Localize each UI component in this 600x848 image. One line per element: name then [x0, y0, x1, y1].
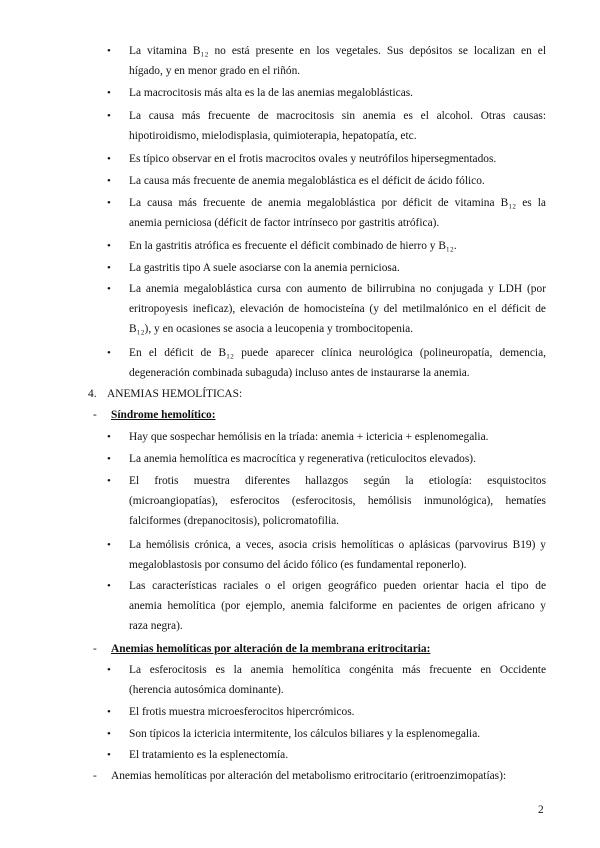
- section-title: ANEMIAS HEMOLÍTICAS:: [107, 388, 243, 400]
- text-line: eritropoyesis ineficaz), elevación de homocisteína (y del metilmalónico en el déficit de: [129, 303, 546, 316]
- text-line: (herencia autosómica dominante).: [129, 684, 284, 697]
- bullet-marker: •: [107, 45, 111, 57]
- text-line: Hay que sospechar hemólisis en la tríada: anemia + ictericia + esplenomegalia.: [129, 431, 489, 443]
- text-line: (microangiopatías), esferocitos (esferocitosis, hemólisis inmunológica), hematíes: [129, 495, 546, 508]
- text-line: Las características raciales o el origen geográfico pueden orientar hacia el tipo de: [129, 580, 546, 592]
- dash-marker: -: [93, 770, 97, 782]
- bullet-marker: •: [107, 431, 111, 443]
- text-line: En la gastritis atrófica es frecuente el déficit combinado de hierro y B₁₂.: [129, 240, 457, 252]
- section-number: 4.: [88, 388, 97, 400]
- bullet-marker: •: [107, 539, 111, 551]
- bullet-marker: •: [107, 240, 111, 252]
- bullet-marker: •: [107, 580, 111, 592]
- text-line: La causa más frecuente de anemia megaloblástica es el déficit de ácido fólico.: [129, 175, 485, 187]
- text-line: La macrocitosis más alta es la de las anemias megaloblásticas.: [129, 87, 414, 99]
- text-line: La hemólisis crónica, a veces, asocia crisis hemolíticas o aplásicas (parvovirus B19) y: [129, 539, 546, 551]
- text-line: hígado, y en menor grado en el riñón.: [129, 65, 301, 78]
- dash-marker: -: [93, 409, 97, 421]
- bullet-marker: •: [107, 347, 111, 359]
- text-line: La vitamina B₁₂ no está presente en los vegetales. Sus depósitos se localizan en el: [129, 45, 546, 57]
- text-line: megaloblastosis por consumo del ácido fólico (es fundamental reponerlo).: [129, 559, 467, 572]
- text-line: La gastritis tipo A suele asociarse con la anemia perniciosa.: [129, 262, 400, 274]
- subsection-title: Anemias hemolíticas por alteración de la membrana eritrocitaria:: [111, 643, 431, 655]
- bullet-marker: •: [107, 475, 111, 487]
- text-line: La esferocitosis es la anemia hemolítica congénita más frecuente en Occidente: [129, 664, 546, 676]
- subsection-title: Síndrome hemolítico:: [111, 409, 216, 421]
- bullet-marker: •: [107, 749, 111, 761]
- bullet-marker: •: [107, 175, 111, 187]
- text-line: En el déficit de B₁₂ puede aparecer clínica neurológica (polineuropatía, demencia,: [129, 347, 546, 359]
- page-number: 2: [538, 804, 544, 816]
- bullet-marker: •: [107, 706, 111, 718]
- bullet-marker: •: [107, 664, 111, 676]
- bullet-marker: •: [107, 283, 111, 295]
- text-line: anemia perniciosa (déficit de factor intrínseco por gastritis atrófica).: [129, 217, 440, 230]
- text-line: El frotis muestra diferentes hallazgos según la etiología: esquistocitos: [129, 475, 546, 487]
- text-line: La causa más frecuente de macrocitosis sin anemia es el alcohol. Otras causas:: [129, 110, 546, 122]
- text-line: La anemia hemolítica es macrocítica y regenerativa (reticulocitos elevados).: [129, 453, 476, 465]
- bullet-marker: •: [107, 453, 111, 465]
- text-line: anemia hemolítica (por ejemplo, anemia falciforme en pacientes de origen africano y: [129, 600, 546, 613]
- subsection-title: Anemias hemolíticas por alteración del metabolismo eritrocitario (eritroenzimopatías):: [111, 770, 507, 782]
- text-line: El frotis muestra microesferocitos hipercrómicos.: [129, 706, 355, 718]
- text-line: hipotiroidismo, mielodisplasia, quimioterapia, hepatopatía, etc.: [129, 130, 417, 143]
- text-line: falciformes (drepanocitosis), policromatofilia.: [129, 515, 340, 528]
- bullet-marker: •: [107, 153, 111, 165]
- bullet-marker: •: [107, 728, 111, 740]
- text-line: Son típicos la ictericia intermitente, los cálculos biliares y la esplenomegalia.: [129, 728, 481, 740]
- dash-marker: -: [93, 643, 97, 655]
- text-line: degeneración combinada subaguda) incluso antes de instaurarse la anemia.: [129, 367, 470, 380]
- bullet-marker: •: [107, 110, 111, 122]
- text-line: La anemia megaloblástica cursa con aumento de bilirrubina no conjugada y LDH (por: [129, 283, 546, 295]
- text-line: B₁₂), y en ocasiones se asocia a leucopenia y trombocitopenia.: [129, 323, 414, 336]
- bullet-marker: •: [107, 197, 111, 209]
- text-line: El tratamiento es la esplenectomía.: [129, 749, 289, 761]
- text-line: La causa más frecuente de anemia megaloblástica por déficit de vitamina B₁₂ es la: [129, 197, 546, 209]
- bullet-marker: •: [107, 87, 111, 99]
- text-line: raza negra).: [129, 620, 183, 633]
- text-line: Es típico observar en el frotis macrocitos ovales y neutrófilos hipersegmentados.: [129, 153, 497, 165]
- bullet-marker: •: [107, 262, 111, 274]
